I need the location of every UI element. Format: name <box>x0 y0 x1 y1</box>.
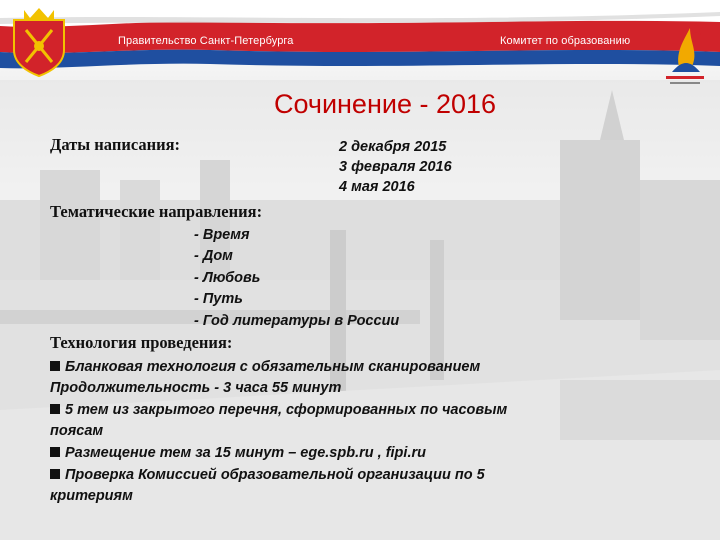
direction-item: - Время <box>194 227 250 243</box>
technology-line-text: Продолжительность - 3 часа 55 минут <box>50 380 342 396</box>
education-logo-icon <box>660 20 710 88</box>
technology-line-text: Проверка Комиссией образовательной организации по 5 <box>65 467 485 483</box>
square-bullet-icon <box>50 404 60 414</box>
header-committee-text: Комитет по образованию <box>500 35 631 47</box>
square-bullet-icon <box>50 447 60 457</box>
direction-item: - Год литературы в России <box>194 313 400 329</box>
technology-label: Технология проведения: <box>50 333 233 352</box>
header-government-text: Правительство Санкт-Петербурга <box>118 35 294 47</box>
technology-line-text: Бланковая технология с обязательным сканированием <box>65 359 481 375</box>
technology-line-text: Размещение тем за 15 минут – ege.spb.ru , fipi.ru <box>65 445 426 461</box>
technology-line-text: поясам <box>50 423 104 439</box>
technology-line <box>50 357 680 377</box>
date-3: 4 мая 2016 <box>339 179 415 195</box>
date-1: 2 декабря 2015 <box>339 139 447 155</box>
technology-line-text: критериям <box>50 488 133 504</box>
date-2: 3 февраля 2016 <box>339 159 452 175</box>
technology-line <box>50 421 680 441</box>
square-bullet-icon <box>50 469 60 479</box>
technology-line-text: 5 тем из закрытого перечня, сформированных по часовым <box>65 402 508 418</box>
direction-item: - Дом <box>194 248 233 264</box>
technology-line <box>50 443 680 463</box>
technology-line <box>50 465 680 485</box>
coat-of-arms-icon <box>4 6 74 78</box>
technology-line <box>50 378 680 398</box>
header-banner <box>0 0 720 80</box>
square-bullet-icon <box>50 361 60 371</box>
directions-label: Тематические направления: <box>50 202 263 221</box>
page-title: Сочинение - 2016 <box>273 89 497 119</box>
direction-item: - Путь <box>194 291 243 307</box>
technology-line <box>50 400 680 420</box>
technology-line <box>50 486 680 506</box>
dates-label: Даты написания: <box>50 135 181 154</box>
direction-item: - Любовь <box>194 270 261 286</box>
